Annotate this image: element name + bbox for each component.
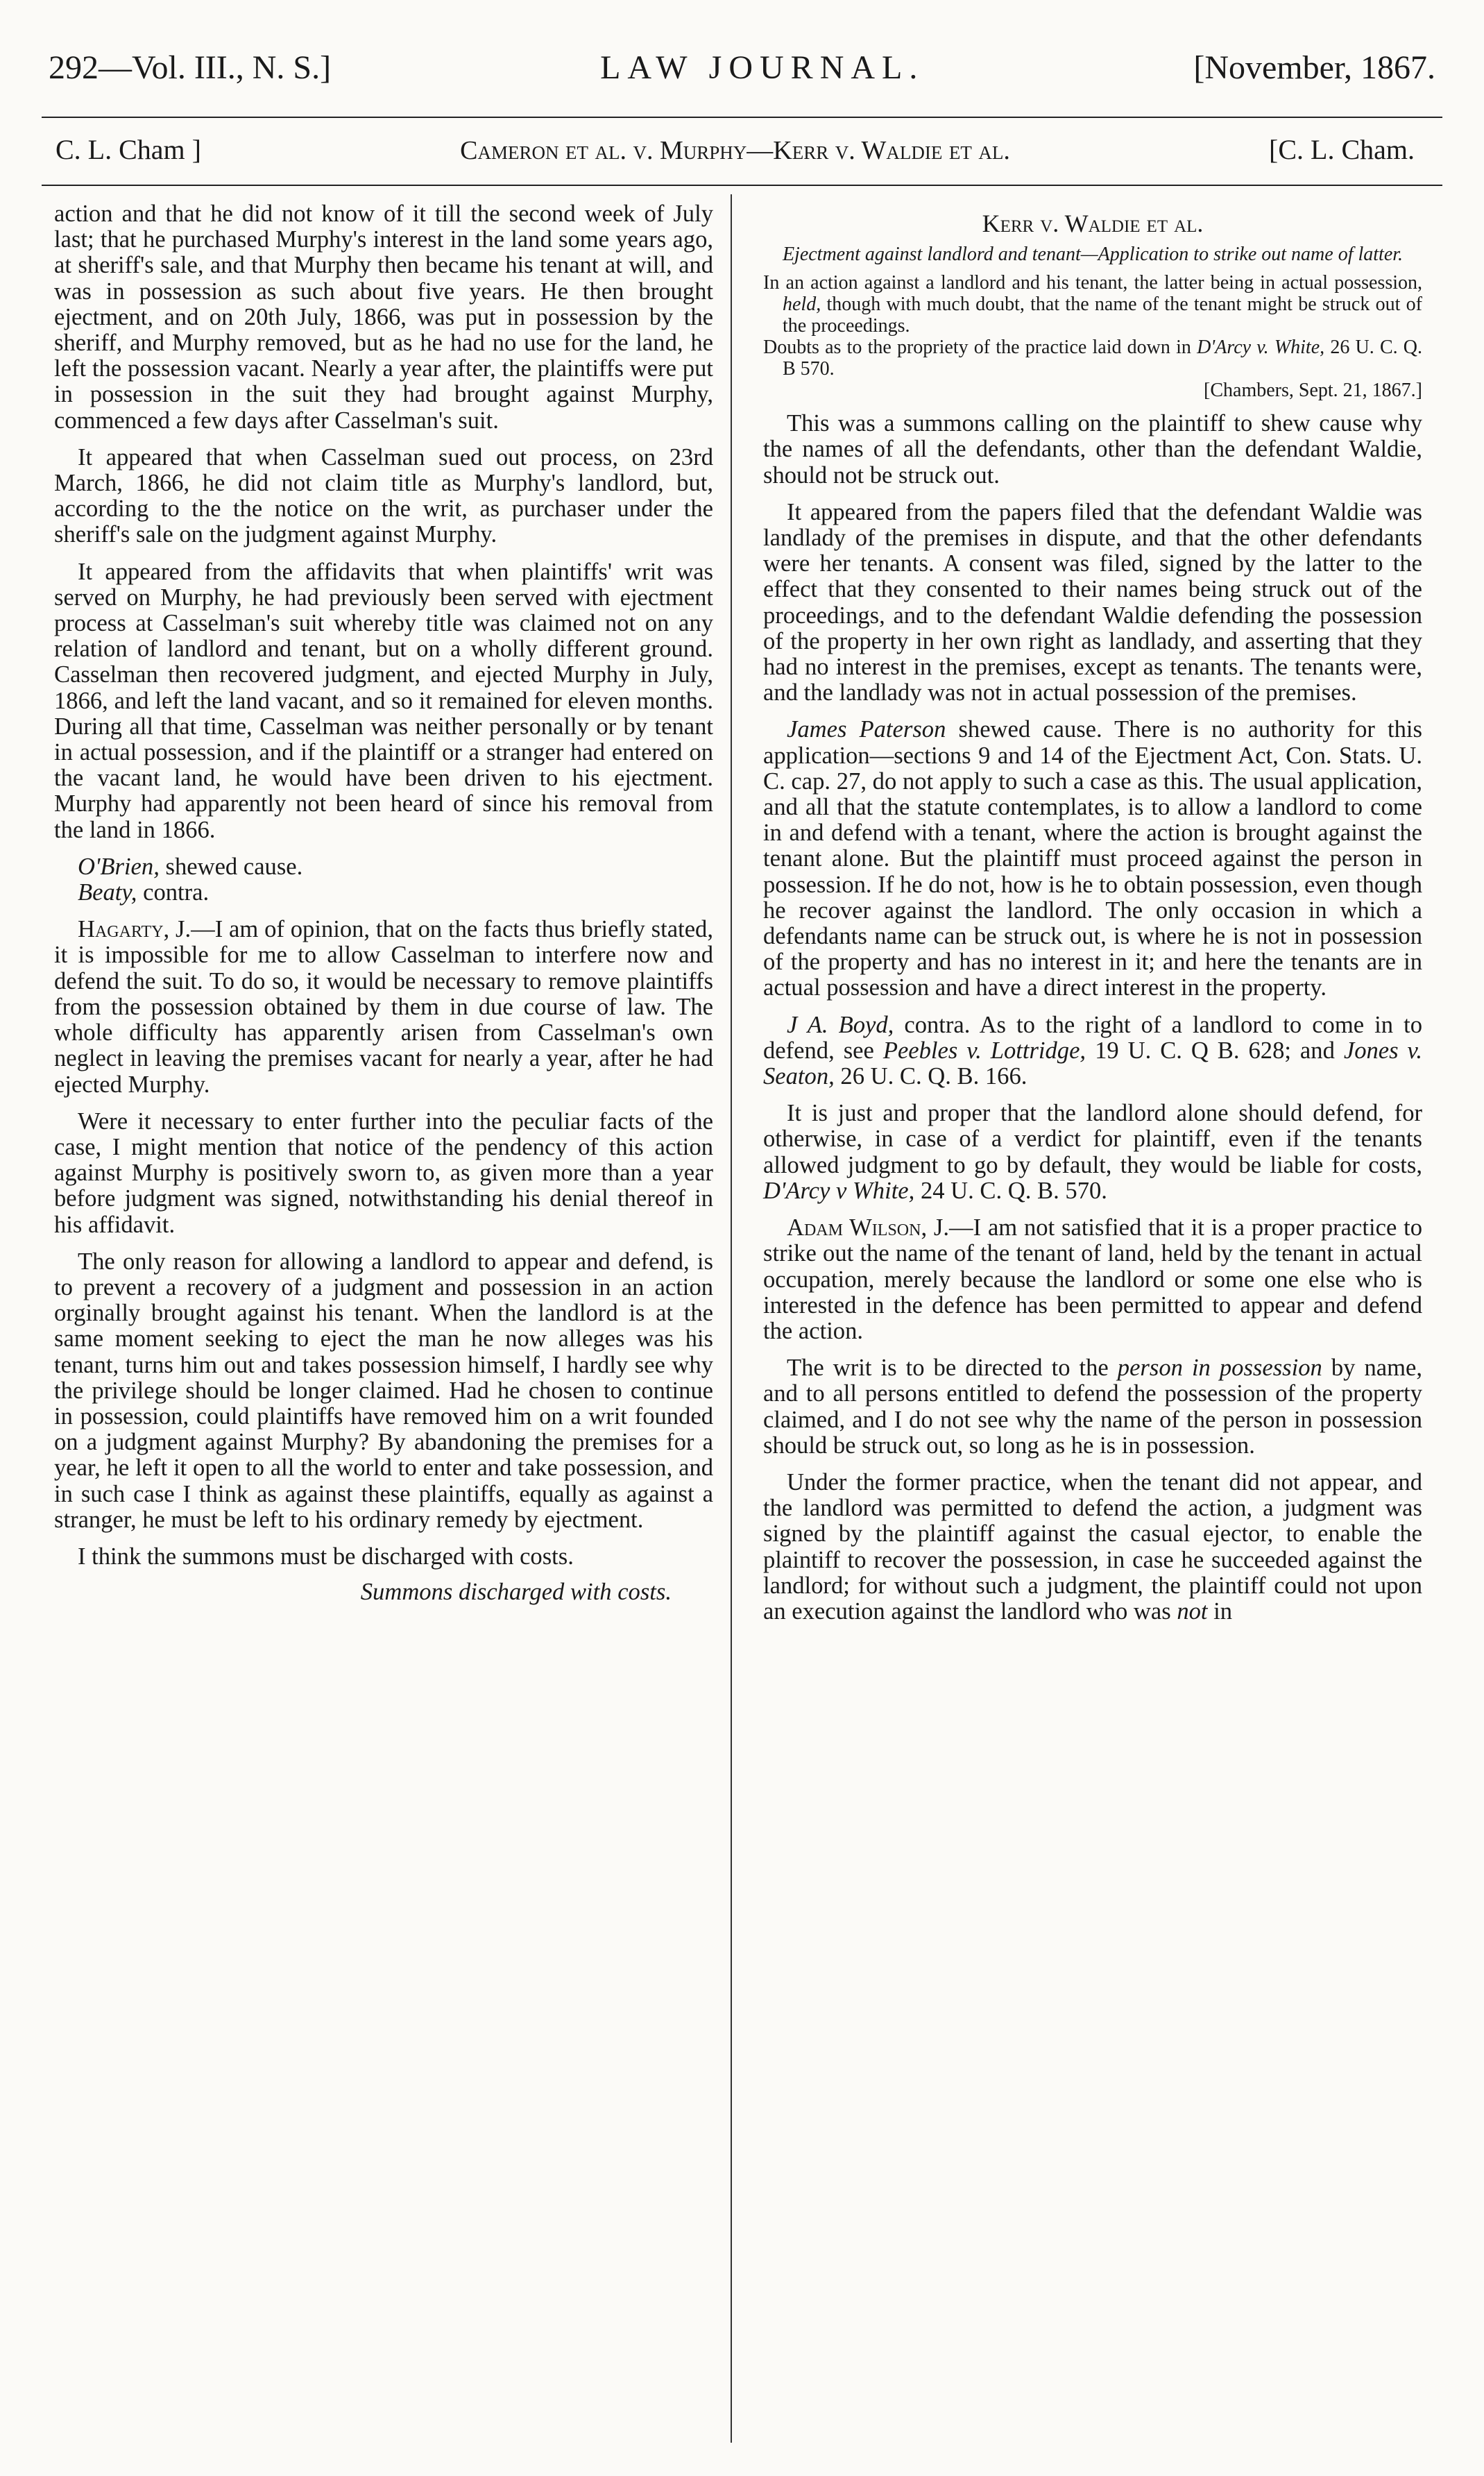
paragraph xyxy=(54,917,713,1097)
paragraph xyxy=(763,1470,1422,1625)
case-citation: Peebles v. Lottridge, xyxy=(882,1037,1086,1064)
headnote xyxy=(763,337,1422,380)
paragraph-text: —I am not satisfied that it is a proper practice to strike out the name of the tenant of land, held by the tenant in actual occupation, merely because the landlord or some one else who is interested in the defence has been permitted to appear and defend the action. xyxy=(763,1214,1423,1344)
header-volume: 292—Vol. III., N. S.] xyxy=(49,49,332,86)
paragraph-text: It is just and proper that the landlord alone should defend, for otherwise, in case of a verdict for plaintiff, even if the tenants allowed judgment to go by default, they would be liable for costs, xyxy=(763,1100,1422,1178)
disposition: Summons discharged with costs. xyxy=(360,1579,672,1606)
headnote-text: though with much doubt, that the name of the tenant might be struck out of the proceedings. xyxy=(783,294,1422,337)
headnote-text: 26 U. C. Q. B 570. xyxy=(783,337,1423,380)
case-citation: D'Arcy v White, xyxy=(763,1177,915,1204)
paragraph-text: contra. As to the right of a landlord to come in to defend, see xyxy=(763,1011,1422,1064)
paragraph: It appeared from the affidavits that when plaintiffs' writ was served on Murphy, he had previously been served with ejectment process at Casselman's suit whereby title was claimed not on any relation of landlord and tenant, but on a wholly different ground. Casselman then recovered judgment, and ejected Murphy in July, 1866, and left the land vacant, and so it remained for eleven months. During all that time, Casselman was neither personally or by tenant in actual possession, and if the plaintiff or a stranger had entered on the vacant land, he would have been driven to his ejectment. Murphy had apparently not been heard of since his removal from the land in 1866. xyxy=(54,558,713,843)
paragraph xyxy=(54,880,713,906)
column-divider xyxy=(731,194,732,2443)
paragraph: Were it necessary to enter further into the peculiar facts of the case, I might mention that notice of the pendency of this action against Murphy is positively sworn to, as given more than a year before judgment was signed, notwithstanding his denial thereof in his affidavit. xyxy=(54,1108,713,1238)
header-journal-title: LAW JOURNAL. xyxy=(600,49,925,86)
paragraph-text: 19 U. C. Q B. 628; and xyxy=(1095,1037,1335,1064)
right-column xyxy=(763,201,1422,1625)
case-header-left: C. L. Cham ] xyxy=(56,134,201,165)
case-title: Kerr v. Waldie et al. xyxy=(982,210,1204,237)
paragraph-text: contra. xyxy=(143,879,210,906)
counsel-name: Beaty, xyxy=(78,879,137,906)
case-citation: Jones v. Seaton, xyxy=(763,1037,1422,1090)
left-column xyxy=(54,201,713,1605)
paragraph-text: The writ is to be directed to the xyxy=(787,1355,1109,1382)
emphasis-text: person in possession xyxy=(1117,1355,1322,1382)
case-header-rule xyxy=(42,185,1442,186)
paragraph-text: 26 U. C. Q. B. 166. xyxy=(840,1063,1027,1090)
paragraph-text: Under the former practice, when the tenant did not appear, and the landlord was permitted to defend the action, a judgment was signed by the plaintiff against the casual ejector, to enable the plaintiff to recover the possession, in case he succeeded against the landlord; for without such a judgment, the plaintiff could not upon an execution against the landlord who was xyxy=(763,1468,1422,1625)
paragraph xyxy=(763,1101,1422,1204)
paragraph: I think the summons must be discharged with costs. xyxy=(78,1543,574,1570)
case-citation: D'Arcy v. White, xyxy=(1197,337,1325,359)
paragraph: It appeared from the papers filed that the defendant Waldie was landlady of the premises in dispute, and that the other defendants were her tenants. A consent was filed, signed by the latter to the effect that they consented to their names being struck out of the proceedings, and to the defendant Waldie defending the possession of the property in her own right as landlady, and asserting that they had no interest in the premises, except as tenants. The tenants were, and the landlady was not in actual possession of the premises. xyxy=(763,498,1422,706)
headnote-title: Ejectment against landlord and tenant—Application to strike out name of latter. xyxy=(782,244,1404,266)
paragraph-text: by name, and to all persons entitled to defend the possession of the property claimed, and I do not see why the name of the person in possession should be struck out, so long as he is in possession. xyxy=(763,1355,1422,1459)
running-header xyxy=(49,49,1435,97)
paragraph xyxy=(763,1012,1422,1090)
emphasis-text: not xyxy=(1177,1597,1208,1625)
paragraph-text: —I am of opinion, that on the facts thus briefly stated, it is impossible for me to allow Casselman to interfere now and defend the suit. To do so, it would be necessary to remove plaintiffs from the possession obtained by them in due course of law. The whole difficulty has apparently arisen from Casselman's own neglect in leaving the premises vacant for nearly a year, after he had ejected Murphy. xyxy=(54,916,713,1098)
case-header xyxy=(56,133,1415,182)
counsel-name: James Paterson xyxy=(787,716,946,743)
headnote-text: Doubts as to the propriety of the practice laid down in xyxy=(763,337,1191,359)
paragraph: The only reason for allowing a landlord to appear and defend, is to prevent a recovery of a judgment and possession in an action orginally brought against his tenant. When the landlord is at the same moment seeking to eject the man he now alleges was his tenant, turns him out and takes possession himself, I hardly see why the privilege should be longer claimed. Had he chosen to continue in possession, could plaintiffs have removed him on a writ founded on a judgment against Murphy? By abandoning the premises for a year, he left it open to all the world to enter and take possession, and in such case I think as against these plaintiffs, equally as against a stranger, he must be left to his ordinary remedy by ejectment. xyxy=(54,1248,713,1533)
headnote-text: held, xyxy=(783,294,821,316)
headnote xyxy=(763,272,1422,337)
headnote-text: In an action against a landlord and his tenant, the latter being in actual possession, xyxy=(763,272,1422,294)
paragraph-text: 24 U. C. Q. B. 570. xyxy=(920,1177,1107,1204)
paragraph-text: in xyxy=(1213,1597,1233,1625)
case-header-title: Cameron et al. v. Murphy—Kerr v. Waldie et al. xyxy=(460,136,1010,165)
header-rule xyxy=(42,117,1442,118)
header-date: [November, 1867. xyxy=(1193,49,1435,86)
paragraph xyxy=(763,717,1422,1001)
paragraph-text: shewed cause. There is no authority for this application—sections 9 and 14 of the Ejectment Act, Con. Stats. U. C. cap. 27, do not apply to such a case as this. The usual application, and all that the statute contemplates, is to allow a landlord to come in and defend with a tenant, where the action is brought against the tenant alone. But the plaintiff must proceed against the person in possession. If he do not, how is he to obtain possession, even though he recover against the landlord. The only occasion in which a defendants name can be struck out, is where he is not in possession of the property and has no interest in it; and here the tenants are in actual possession and have a direct interest in the property. xyxy=(763,716,1422,1001)
case-header-right: [C. L. Cham. xyxy=(1269,134,1415,165)
paragraph xyxy=(763,1355,1422,1459)
paragraph: It appeared that when Casselman sued out process, on 23rd March, 1866, he did not claim title as Murphy's landlord, but, according to the the notice on the writ, as purchaser under the sheriff's sale on the judgment against Murphy. xyxy=(54,443,713,548)
paragraph: action and that he did not know of it till the second week of July last; that he purchased Murphy's interest in the land some years ago, at sheriff's sale, and that Murphy then became his tenant at will, and was in possession as such about five years. He then brought ejectment, and on 20th July, 1866, was put in possession by the sheriff, and Murphy removed, but as he had no use for the land, he left the possession vacant. Nearly a year after, the plaintiffs were put in possession in the suit they had brought against Murphy, commenced a few days after Casselman's suit. xyxy=(54,201,713,434)
paragraph xyxy=(54,854,713,880)
court-date: [Chambers, Sept. 21, 1867.] xyxy=(1204,380,1422,402)
judge-name: Hagarty, J. xyxy=(78,916,191,943)
paragraph xyxy=(763,1215,1422,1344)
counsel-name: O'Brien, xyxy=(78,853,160,880)
judge-name: Adam Wilson, J. xyxy=(787,1214,950,1241)
counsel-name: J A. Boyd, xyxy=(787,1011,894,1038)
paragraph-text: shewed cause. xyxy=(165,853,303,880)
paragraph: This was a summons calling on the plaintiff to shew cause why the names of all the defendants, other than the defendant Waldie, should not be struck out. xyxy=(763,410,1422,489)
